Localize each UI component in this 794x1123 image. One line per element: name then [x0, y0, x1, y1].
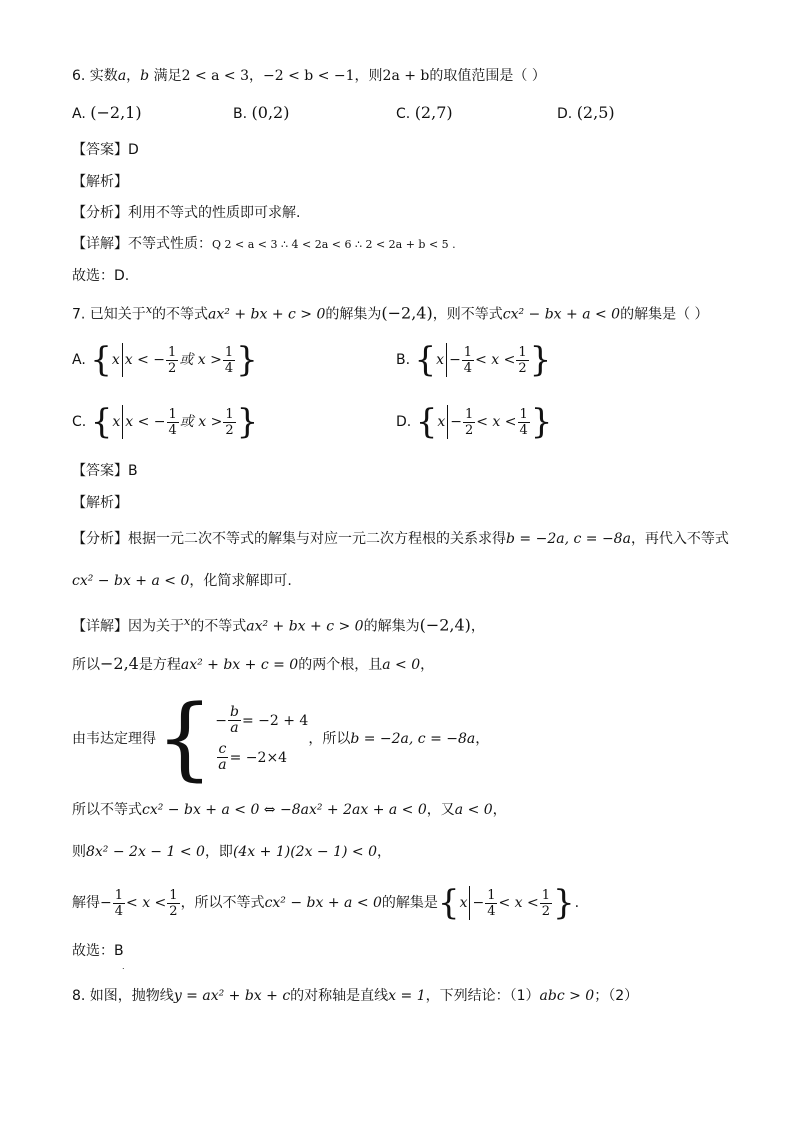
q8-stem	[72, 986, 638, 1006]
q7-xiangjie-6: 解得− $\frac{1}{4}$ < x < $\frac{1}{2}$ ，所以不等式cx² − bx + a < 0的解集是{x − $\frac{1}{4}$ < x < $\frac{1}{2}$ }.	[72, 883, 580, 923]
numerator: 1	[541, 887, 551, 903]
comma: ，	[249, 68, 264, 84]
option-label: D.	[557, 106, 573, 122]
denominator: 2	[541, 903, 551, 919]
denominator: a	[218, 757, 227, 773]
q7-xiangjie-3	[72, 686, 490, 791]
q7-option-d: D. {x − $\frac{1}{2}$ < x < $\frac{1}{4}$ }	[396, 402, 553, 442]
option-label: B.	[233, 106, 248, 122]
text: 根据一元二次不等式的解集与对应一元二次方程根的关系求得	[128, 531, 506, 547]
text: 的取值范围是（ ）	[429, 68, 546, 84]
text: 7. 已知关于	[72, 306, 146, 323]
equation-system	[156, 686, 309, 791]
left-brace: {	[90, 340, 112, 380]
numerator: c	[218, 741, 227, 757]
q7-choose: 故选：B	[72, 943, 124, 959]
right-brace: }	[529, 340, 552, 380]
option-mid: 或 x >	[179, 414, 223, 430]
option-label: A.	[72, 106, 86, 122]
numerator: 1	[463, 344, 473, 360]
option-mid: < x <	[475, 352, 516, 368]
text: 的解集是	[381, 895, 438, 911]
label: 【分析】	[72, 205, 128, 221]
denominator: 2	[225, 422, 234, 438]
interval: (−2,4)	[381, 303, 433, 323]
text: ，	[377, 844, 392, 860]
var-b: b	[140, 68, 150, 84]
math: cx² − bx + a < 0 ⇔ −8ax² + 2ax + a < 0	[142, 802, 427, 818]
label: 【详解】	[72, 618, 128, 635]
minus: −	[215, 712, 227, 729]
option-label: D.	[396, 414, 412, 430]
stray-dot: .	[122, 962, 125, 971]
fraction	[167, 888, 179, 919]
fraction	[485, 888, 497, 919]
math: (4x + 1)(2x − 1) < 0	[232, 844, 378, 860]
roots: −2,4	[100, 654, 139, 673]
denominator: 4	[114, 903, 124, 919]
condition: a < 0	[382, 657, 421, 673]
equation: ax² + bx + c = 0	[180, 657, 299, 673]
numerator: 1	[519, 406, 528, 422]
q6-number: 6. 实数	[72, 68, 118, 84]
interval: (−2,4)	[419, 615, 471, 635]
text: ，则	[354, 68, 383, 84]
option-label: B.	[396, 352, 411, 368]
inequality: cx² − bx + a < 0	[264, 895, 382, 911]
var-x: x	[184, 615, 191, 628]
fraction	[166, 345, 178, 376]
option-label: A.	[72, 352, 86, 368]
fraction	[113, 888, 125, 919]
system-brace: {	[156, 686, 214, 791]
text: ，下列结论：（1）	[425, 988, 540, 1004]
left-brace: {	[415, 402, 438, 442]
condition: a < 0	[454, 802, 493, 818]
q6-option-a	[72, 103, 142, 124]
fraction	[462, 345, 474, 376]
q7-option-b: B. {x − $\frac{1}{4}$ < x < $\frac{1}{2}$ }	[396, 340, 552, 380]
math: < x <	[126, 895, 167, 911]
denominator: 4	[519, 422, 528, 438]
comma: ，	[126, 68, 141, 84]
q7-fenxi-2	[72, 571, 292, 591]
math: < x <	[498, 895, 539, 911]
text: 解得	[72, 895, 100, 911]
q7-analysis-heading: 【解析】	[72, 495, 128, 511]
text: ，	[475, 731, 490, 747]
var-a: a	[117, 68, 127, 84]
label: 【分析】	[72, 531, 128, 547]
q7-xiangjie-2	[72, 654, 434, 675]
rhs: = −2 + 4	[241, 712, 309, 729]
rhs: = −2×4	[229, 749, 288, 766]
text: ，	[470, 618, 485, 635]
numerator: b	[230, 704, 239, 720]
math: y = ax² + bx + c	[173, 988, 291, 1004]
option-value: (2,7)	[414, 103, 453, 122]
right-brace: }	[236, 402, 259, 442]
numerator: 1	[224, 344, 234, 360]
text: 的解集是（ ）	[620, 306, 709, 323]
denominator: 4	[463, 360, 473, 376]
condition-b: −2 < b < −1	[263, 68, 355, 84]
text: 由韦达定理得	[72, 731, 156, 747]
denominator: 4	[487, 903, 496, 919]
fraction	[223, 407, 235, 438]
text: 的对称轴是直线	[290, 988, 389, 1004]
fraction	[223, 345, 235, 376]
option-mid: 或 x >	[179, 352, 222, 368]
denominator: 4	[168, 422, 177, 438]
left-brace: {	[414, 340, 437, 380]
minus: −	[100, 895, 112, 911]
numerator: 1	[168, 344, 177, 360]
denominator: 4	[224, 360, 234, 376]
text: 的解集为	[325, 306, 382, 323]
q6-choose: 故选：D.	[72, 268, 130, 284]
text: 则	[72, 844, 86, 860]
text: ，所以	[308, 731, 351, 747]
text: 满足	[149, 68, 182, 84]
text: ，	[420, 657, 435, 673]
fraction	[540, 888, 552, 919]
math: x = 1	[388, 988, 426, 1004]
math: abc > 0	[539, 988, 595, 1004]
denominator: a	[230, 720, 239, 736]
right-brace: }	[530, 402, 553, 442]
math: Q 2 < a < 3 ∴ 4 < 2a < 6 ∴ 2 < 2a + b < 5 .	[212, 238, 456, 251]
q7-xiangjie-5	[72, 842, 391, 862]
q7-fenxi	[72, 529, 729, 549]
numerator: 1	[225, 406, 234, 422]
numerator: 1	[487, 887, 496, 903]
fraction	[216, 742, 228, 773]
numerator: 1	[168, 406, 177, 422]
text: 所以	[72, 657, 100, 673]
q6-option-c	[396, 103, 453, 124]
text: 8. 如图，抛物线	[72, 988, 174, 1004]
text: 利用不等式的性质即可求解.	[128, 205, 301, 221]
q7-xiangjie-4	[72, 800, 507, 820]
text: ，	[492, 802, 507, 818]
text: 是方程	[138, 657, 181, 673]
option-value: (2,5)	[576, 103, 615, 122]
denominator: 2	[168, 360, 177, 376]
expression: 2a + b	[382, 68, 430, 84]
q6-analysis-heading: 【解析】	[72, 174, 128, 190]
q7-option-c: C. {x x < − $\frac{1}{4}$ 或 x > $\frac{1}{2}$ }	[72, 402, 259, 442]
text: 所以不等式	[72, 802, 142, 818]
q7-answer: 【答案】B	[72, 463, 138, 479]
right-brace: }	[553, 883, 575, 923]
math: cx² − bx + a < 0	[72, 573, 190, 589]
system-row-2	[215, 742, 308, 773]
numerator: 1	[464, 406, 474, 422]
option-label: C.	[72, 414, 87, 430]
text: 的两个根，且	[298, 657, 383, 673]
text: ，即	[204, 844, 233, 860]
right-brace: }	[236, 340, 258, 380]
math: ax² + bx + c > 0	[246, 618, 364, 635]
text: ，则不等式	[432, 306, 503, 323]
text: 的不等式	[152, 306, 209, 323]
text: ，又	[426, 802, 455, 818]
text: 因为关于	[128, 618, 184, 635]
q6-answer: 【答案】D	[72, 142, 139, 158]
text: 的解集为	[363, 618, 420, 635]
text: 的不等式	[190, 618, 247, 635]
option-label: C.	[396, 106, 411, 122]
q6-fenxi	[72, 203, 300, 223]
q7-option-a: A. {x x < − $\frac{1}{2}$ 或 x > $\frac{1}{4}$ }	[72, 340, 258, 380]
option-left: −	[449, 352, 461, 368]
option-left: −	[450, 414, 462, 430]
left-brace: {	[437, 883, 460, 923]
q7-stem	[72, 300, 709, 325]
option-value: (0,2)	[251, 103, 290, 122]
q6-stem	[72, 66, 546, 86]
fraction	[228, 705, 241, 736]
fraction	[463, 407, 475, 438]
system-row-1	[215, 705, 308, 736]
q7-xiangjie-1	[72, 612, 485, 637]
text: ，所以不等式	[180, 895, 265, 911]
left-brace: {	[90, 402, 113, 442]
numerator: 1	[169, 887, 178, 903]
q6-option-d	[557, 103, 615, 124]
q6-xiangjie	[72, 234, 456, 255]
text: 不等式性质：	[128, 236, 212, 252]
option-value: (−2,1)	[90, 103, 142, 122]
denominator: 2	[169, 903, 178, 919]
math: 8x² − 2x − 1 < 0	[86, 844, 205, 860]
fraction	[516, 345, 528, 376]
math: b = −2a, c = −8a	[506, 531, 631, 547]
option-mid: < x <	[476, 414, 517, 430]
option-left: x < −	[125, 414, 166, 430]
condition-a: 2 < a < 3	[181, 68, 250, 84]
result: b = −2a, c = −8a	[350, 731, 476, 747]
text: ，再代入不等式	[630, 531, 729, 547]
q6-option-b	[233, 103, 289, 124]
var-x: x	[145, 303, 153, 316]
inequality: ax² + bx + c > 0	[208, 306, 326, 323]
minus: −	[472, 895, 485, 911]
fraction	[167, 407, 179, 438]
text: ；（2）	[594, 988, 639, 1004]
numerator: 1	[518, 344, 527, 360]
text: ，化简求解即可.	[189, 573, 292, 589]
option-left: x < −	[124, 352, 166, 368]
inequality: cx² − bx + a < 0	[502, 306, 621, 323]
label: 【详解】	[72, 236, 128, 252]
denominator: 2	[518, 360, 527, 376]
denominator: 2	[464, 422, 474, 438]
text: .	[574, 895, 580, 911]
fraction	[518, 407, 530, 438]
numerator: 1	[114, 887, 124, 903]
